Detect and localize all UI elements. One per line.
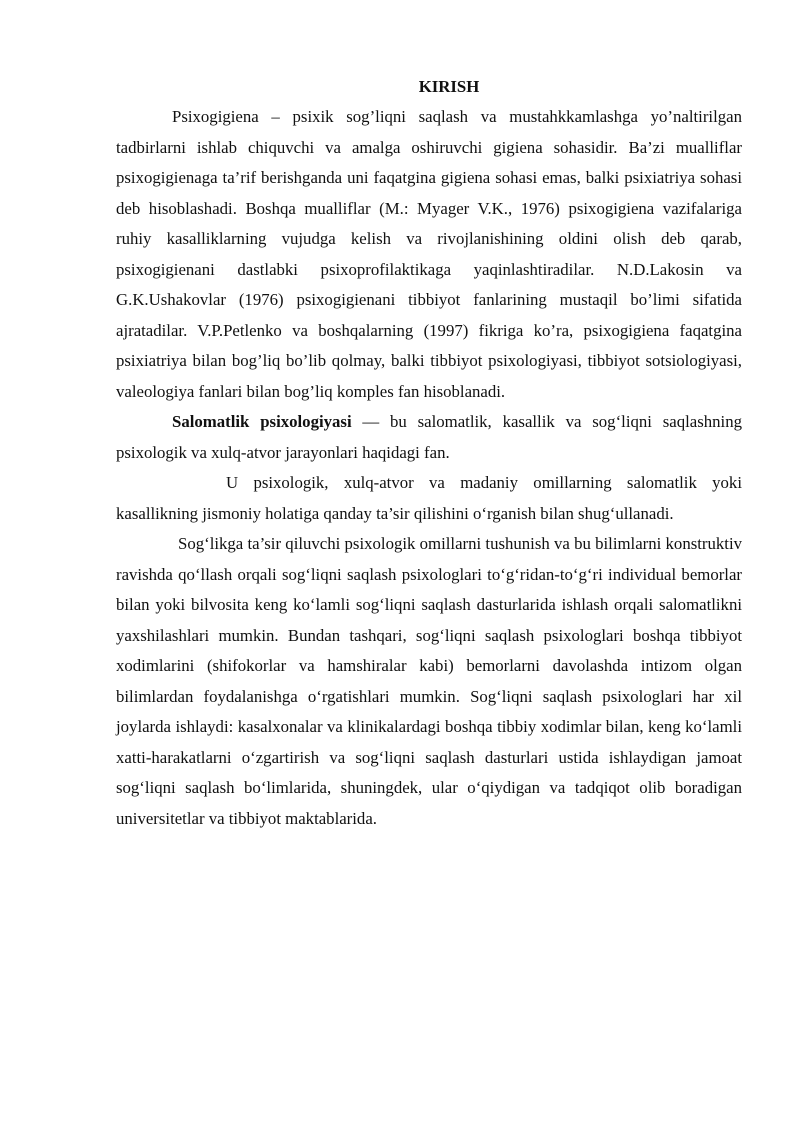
paragraph-intro: Psixogigiena – psixik sog’liqni saqlash va mustahkkamlashga yo’naltirilgan tadbirlarni ishlab chiquvchi va amalga oshiruvchi gigiena sohasidir. Ba’zi mualliflar psixogigienaga ta’rif berishganda uni faqatgina gigiena sohasi emas, balki psixiatriya sohasi deb hisoblashadi. Boshqa mualliflar (M.: Myager V.K., 1976) psixogigiena vazifalariga ruhiy kasalliklarning vujudga kelish va rivojlanishining oldini olish deb qarab, psixogigienani dastlabki psixoprofilaktikaga yaqinlashtiradilar. N.D.Lakosin va G.K.Ushakovlar (1976) psixogigienani tibbiyot fanlarining mustaqil bo’limi sifatida ajratadilar. V.P.Petlenko va boshqalarning (1997) fikriga ko’ra, psixogigiena faqatgina psixiatriya bilan bog’liq bo’lib qolmay, balki tibbiyot psixologiyasi, tibbiyot sotsiologiyasi, valeologiya fanlari bilan bog’liq komples fan hisoblanadi. [116, 107, 742, 401]
paragraph-health-psychologists: Sog‘likga ta’sir qiluvchi psixologik omillarni tushunish va bu bilimlarni konstruktiv ravishda qo‘llash orqali sog‘liqni saqlash psixologlari to‘g‘ridan-to‘g‘ri individual bemorlar bilan yoki bilvosita keng ko‘lamli sog‘liqni saqlash dasturlarida ishlash orqali salomatlikni yaxshilashlari mumkin. Bundan tashqari, sog‘liqni saqlash psixologlari boshqa tibbiyot xodimlarini (shifokorlar va hamshiralar kabi) bemorlarni davolashda intizom olgan bilimlardan foydalanishga o‘rgatishlari mumkin. Sog‘liqni saqlash psixologlari har xil joylarda ishlaydi: kasalxonalar va klinikalardagi boshqa tibbiy xodimlar bilan, keng ko‘lamli xatti-harakatlarni o‘zgartirish va sog‘liqni saqlash dasturlari ustida ishlaydigan jamoat sog‘liqni saqlash bo‘limlarida, shuningdek, ular o‘qiydigan va tadqiqot olib boradigan universitetlar va tibbiyot maktablarida. [116, 534, 742, 828]
page-title: KIRISH [418, 77, 480, 96]
document-page [116, 72, 742, 834]
definition-text: — bu salomatlik, kasallik va sog‘liqni saqlashning psixologik va xulq-atvor jarayonlari haqidagi fan. [116, 412, 742, 462]
paragraph-scope: U psixologik, xulq-atvor va madaniy omillarning salomatlik yoki kasallikning jismoniy holatiga qanday ta’sir qilishini o‘rganish bilan shug‘ullanadi. [116, 473, 742, 523]
definition-term: Salomatlik psixologiyasi [172, 412, 352, 431]
paragraph-definition [116, 407, 742, 468]
